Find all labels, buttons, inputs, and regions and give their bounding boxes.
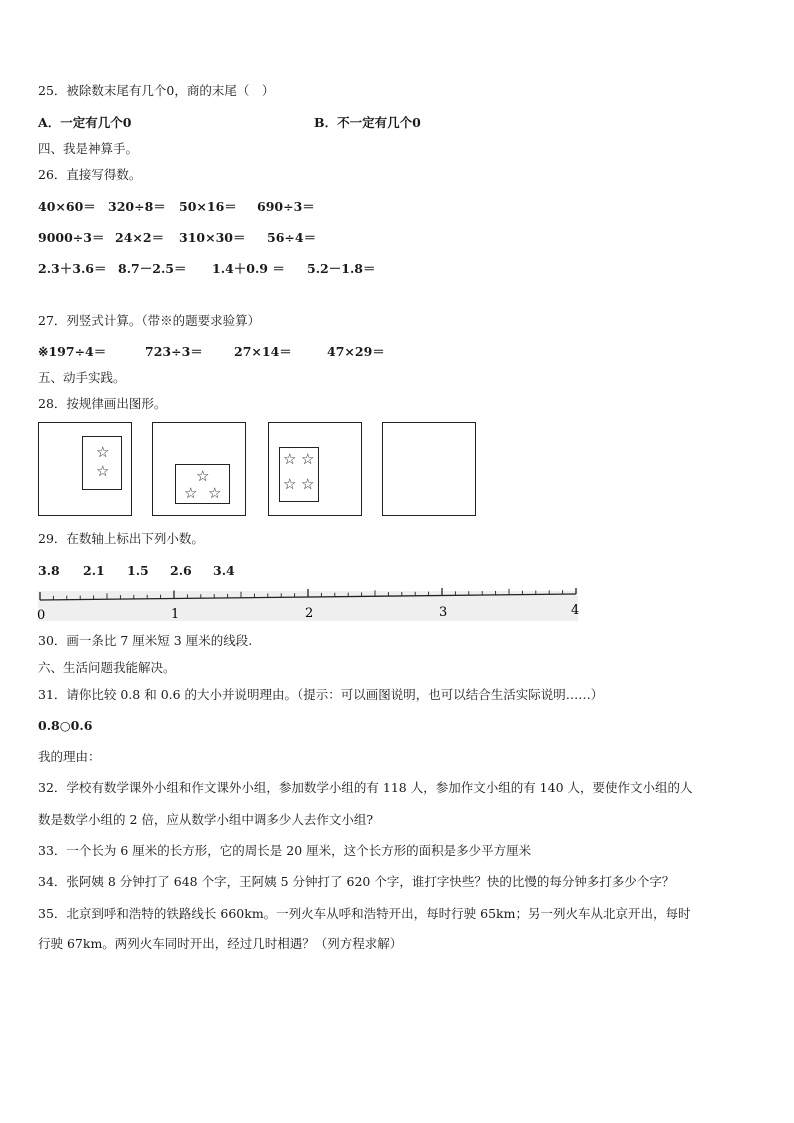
q26-item: 1.4＋0.9 ＝ [212,261,285,276]
decimal-item: 3.4 [213,563,235,578]
q26-item: 8.7－2.5＝ [118,261,187,276]
q26-item: 2.3＋3.6＝ [38,261,107,276]
decimal-item: 1.5 [127,563,149,578]
q33-question: 33．一个长为 6 厘米的长方形，它的周长是 20 厘米，这个长方形的面积是多少平方厘米 [38,843,532,858]
q31-question: 31．请你比较 0.8 和 0.6 的大小并说明理由。（提示：可以画图说明，也可以结合生活实际说明……） [38,687,604,702]
q27-item: 27×14＝ [234,344,292,359]
q25-question: 25．被除数末尾有几个0，商的末尾（ ） [38,83,275,98]
section-5-heading: 五、动手实践。 [38,370,126,385]
q27-item: 723÷3＝ [145,344,203,359]
star-icon: ☆ [208,484,222,502]
q35-line-2: 行驶 67km。两列火车同时开出，经过几时相遇？（列方程求解） [38,936,403,951]
star-icon: ☆ [184,484,198,502]
q26-item: 40×60＝ [38,199,96,214]
q26-item: 9000÷3＝ [38,230,105,245]
pattern-inner-rect [82,436,122,490]
q26-item: 320÷8＝ [108,199,166,214]
pattern-answer-box[interactable] [382,422,476,516]
q27-item: ※197÷4＝ [38,344,107,359]
axis-label-4: 4 [571,603,580,618]
q26-item: 310×30＝ [179,230,246,245]
pattern-inner-rect [279,447,319,502]
number-line[interactable] [30,588,590,624]
pattern-figure-2 [152,422,246,516]
star-icon: ☆ [283,475,297,493]
q32-line-1: 32．学校有数学课外小组和作文课外小组，参加数学小组的有 118 人，参加作文小组的有 140 人，要使作文小组的人 [38,780,693,795]
decimal-item: 2.1 [83,563,105,578]
q28-title: 28．按规律画出图形。 [38,396,167,411]
q25-option-b[interactable]: B．不一定有几个0 [314,115,421,130]
star-icon: ☆ [96,462,110,480]
q31-reason-label: 我的理由： [38,749,101,764]
pattern-figure-1 [38,422,132,516]
q27-item: 47×29＝ [327,344,385,359]
q35-line-1: 35．北京到呼和浩特的铁路线长 660km。一列火车从呼和浩特开出，每时行驶 65km；另一列火车从北京开出，每时 [38,906,691,921]
q30-question: 30．画一条比 7 厘米短 3 厘米的线段. [38,633,253,648]
section-4-heading: 四、我是神算手。 [38,141,139,156]
pattern-inner-rect [175,464,230,504]
q27-title: 27．列竖式计算。（带※的题要求验算） [38,313,261,328]
axis-label-2: 2 [305,606,314,621]
q26-item: 690÷3＝ [257,199,315,214]
q34-question: 34．张阿姨 8 分钟打了 648 个字，王阿姨 5 分钟打了 620 个字，谁打字快些？快的比慢的每分钟多打多少个字？ [38,874,675,889]
decimal-item: 3.8 [38,563,60,578]
q26-item: 56÷4＝ [267,230,317,245]
star-icon: ☆ [196,467,210,485]
q26-title: 26．直接写得数。 [38,167,142,182]
q29-title: 29．在数轴上标出下列小数。 [38,531,204,546]
axis-label-3: 3 [439,605,448,620]
q26-item: 50×16＝ [179,199,237,214]
q26-item: 5.2－1.8＝ [307,261,376,276]
q31-compare: 0.8○0.6 [38,718,93,733]
pattern-figure-3 [268,422,362,516]
section-6-heading: 六、生活问题我能解决。 [38,660,176,675]
axis-label-1: 1 [171,607,180,622]
star-icon: ☆ [96,443,110,461]
q26-item: 24×2＝ [115,230,165,245]
q25-option-a[interactable]: A．一定有几个0 [38,115,132,130]
q32-line-2: 数是数学小组的 2 倍，应从数学小组中调多少人去作文小组? [38,812,374,827]
star-icon: ☆ [283,450,297,468]
star-icon: ☆ [301,475,315,493]
star-icon: ☆ [301,450,315,468]
decimal-item: 2.6 [170,563,192,578]
axis-label-0: 0 [37,608,46,623]
